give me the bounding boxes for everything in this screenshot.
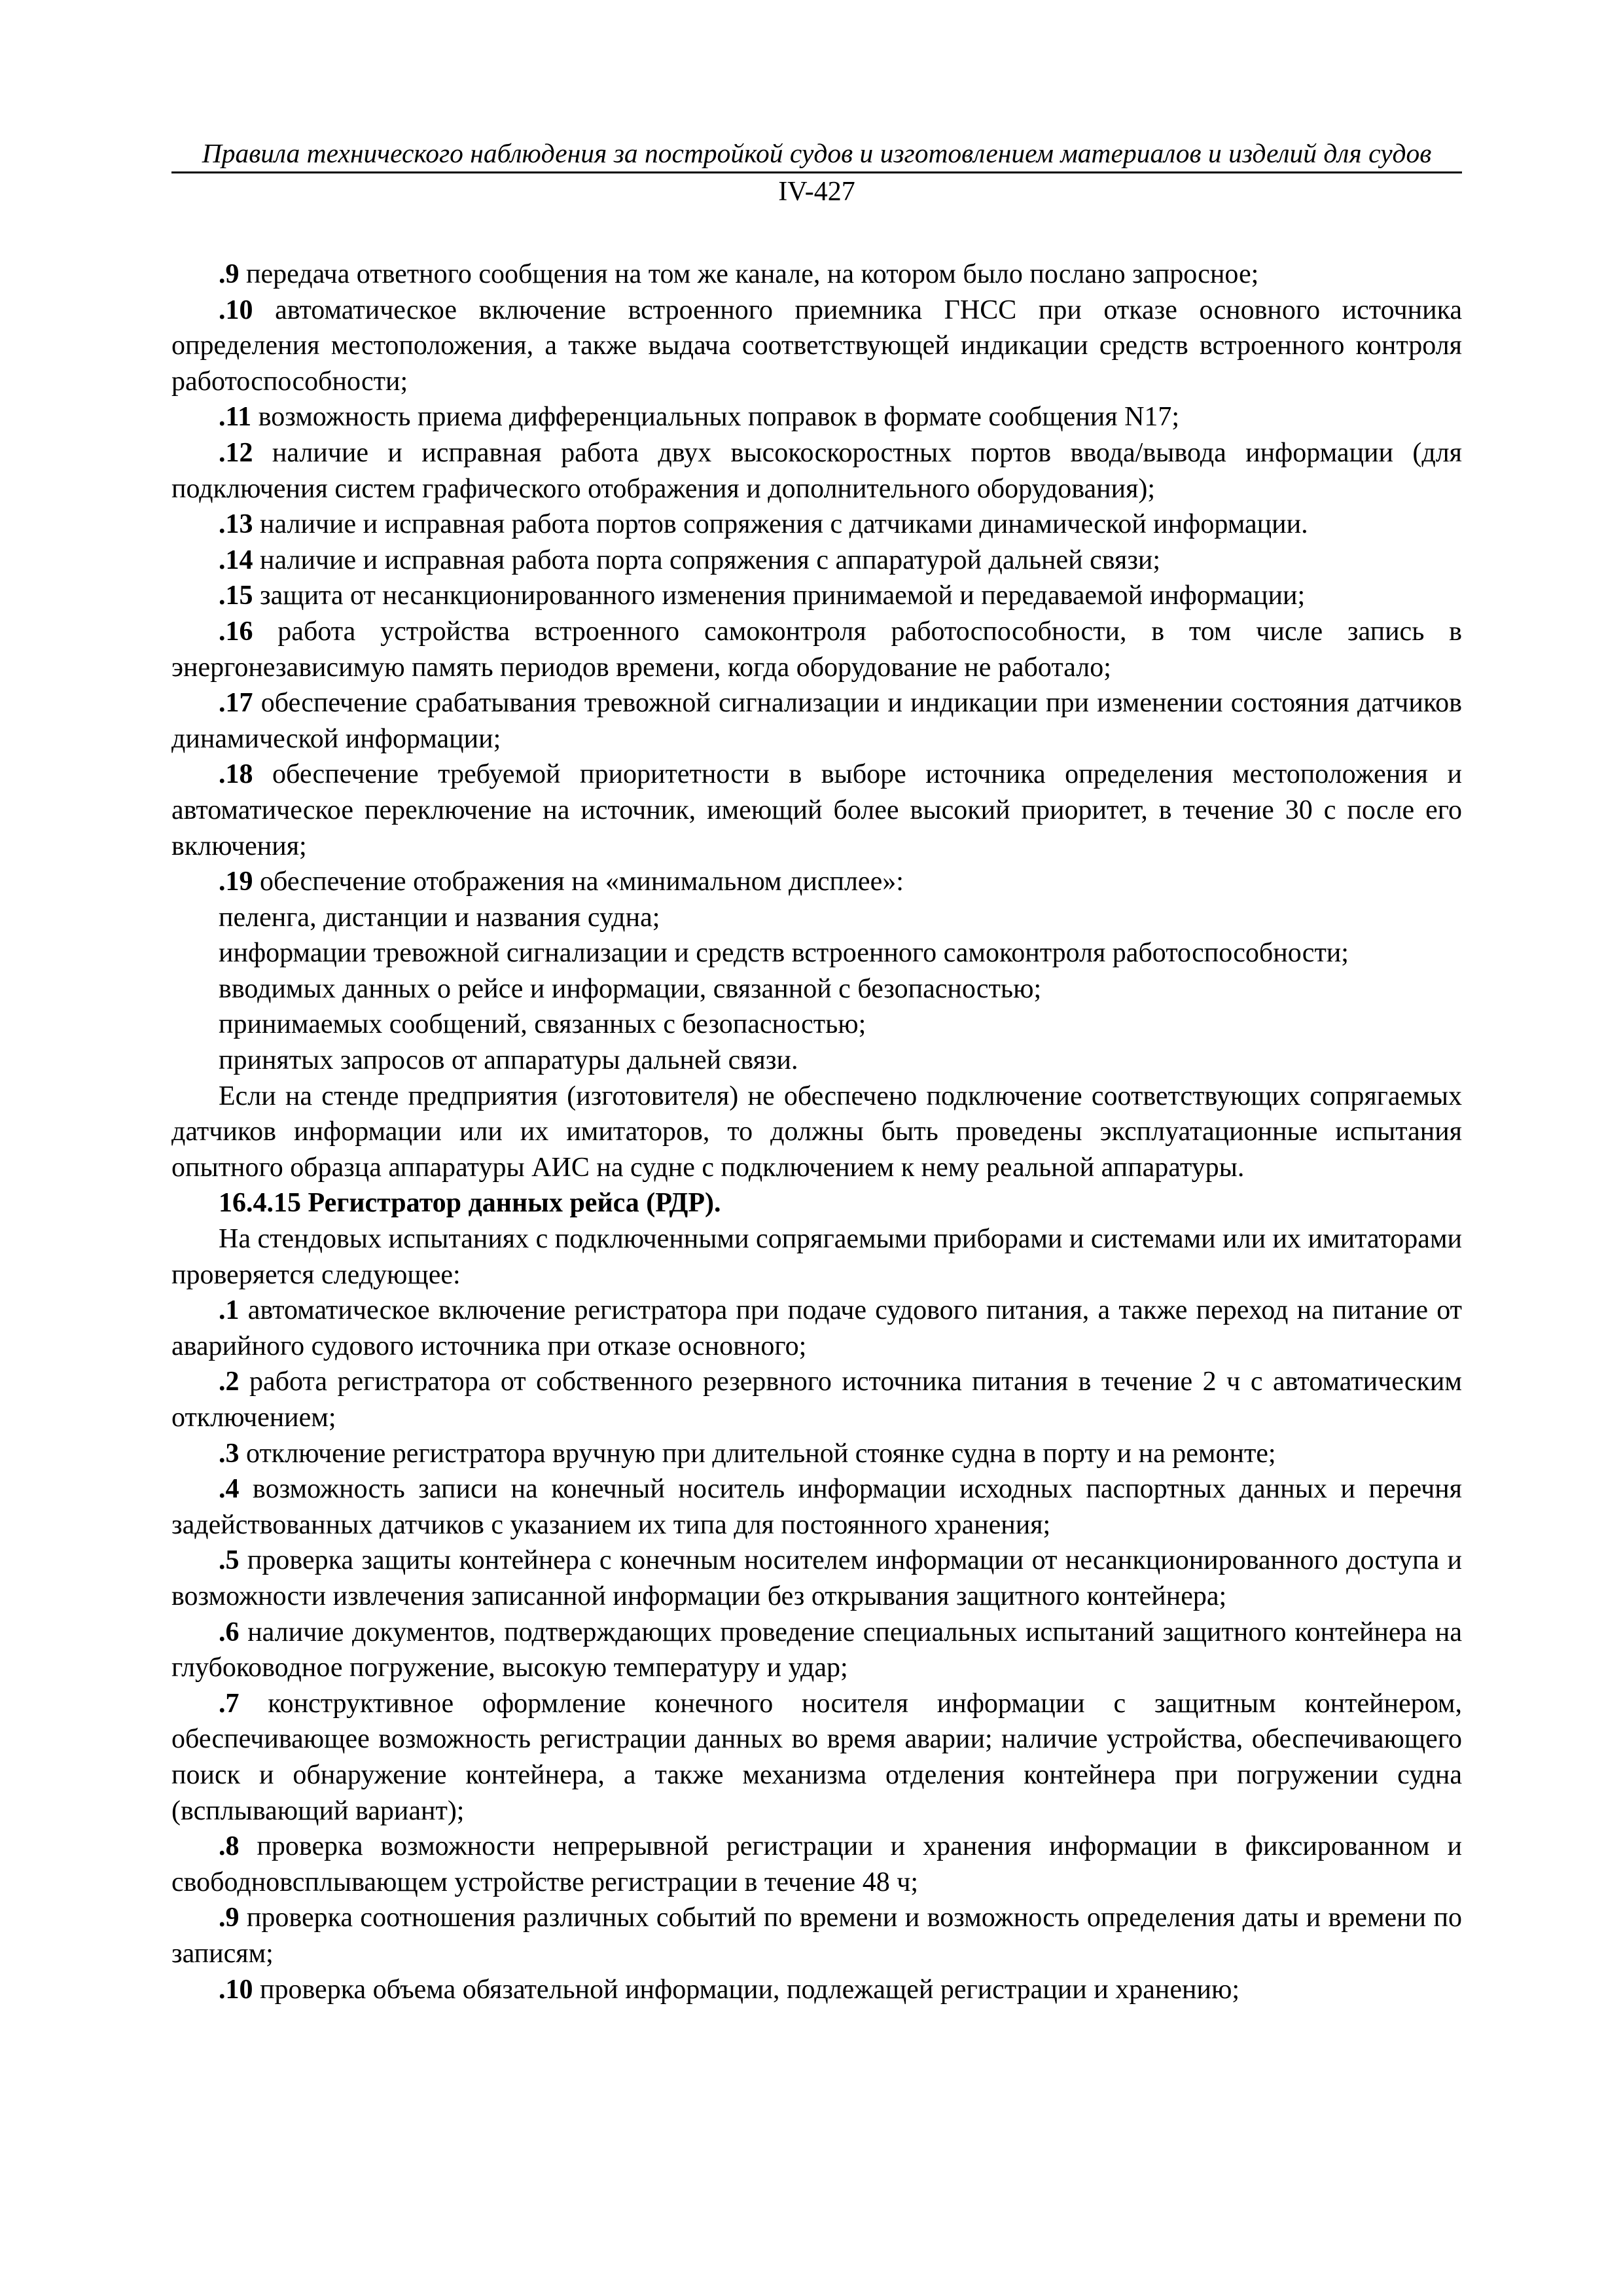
list-item <box>171 1615 1462 1686</box>
minimal-display-list <box>171 900 1462 1079</box>
section-intro: На стендовых испытаниях с подключенными сопрягаемыми приборами и системами или их имитаторами проверяется следующее: <box>171 1224 1462 1290</box>
item-text: наличие и исправная работа порта сопряжения с аппаратурой дальней связи; <box>253 545 1161 575</box>
item-text: проверка возможности непрерывной регистрации и хранения информации в фиксированном и свободновсплывающем устройстве регистрации в течение 48 ч; <box>171 1831 1462 1897</box>
section-heading: 16.4.15 Регистратор данных рейса (РДР). <box>219 1188 721 1219</box>
item-text: возможность записи на конечный носитель информации исходных паспортных данных и перечня задействованных датчиков с указанием их типа для постоянного хранения; <box>171 1474 1462 1540</box>
item-number: .19 <box>219 867 253 897</box>
item-number: .12 <box>219 437 253 468</box>
item-text: защита от несанкционированного изменения принимаемой и передаваемой информации; <box>253 581 1306 611</box>
item-number: .8 <box>219 1831 240 1862</box>
item-number: .10 <box>219 295 253 325</box>
header-divider <box>171 171 1462 173</box>
closing-paragraph: Если на стенде предприятия (изготовителя) не обеспечено подключение соответствующих сопрягаемых датчиков информации или их имитаторов, то должны быть проведены эксплуатационные испытания опытного образца аппаратуры АИС на судне с подключением к нему реальной аппаратуры. <box>171 1081 1462 1183</box>
item-text: проверка объема обязательной информации, подлежащей регистрации и хранению; <box>253 1974 1240 2005</box>
item-number: .14 <box>219 545 253 575</box>
item-text: наличие и исправная работа двух высокоскоростных портов ввода/вывода информации (для подключения систем графического отображения и дополнительного оборудования); <box>171 437 1462 504</box>
item-number: .9 <box>219 1903 240 1933</box>
item-text: работа регистратора от собственного резервного источника питания в течение 2 ч с автоматическим отключением; <box>171 1367 1462 1433</box>
item-number: .13 <box>219 509 253 540</box>
list-item <box>171 1972 1462 2008</box>
list-item <box>171 293 1462 400</box>
list-item <box>171 435 1462 507</box>
list-item <box>171 614 1462 685</box>
item-text: наличие документов, подтверждающих проведение специальных испытаний защитного контейнера на глубоководное погружение, высокую температуру и удар; <box>171 1617 1462 1683</box>
item-text: наличие и исправная работа портов сопряжения с датчиками динамической информации. <box>253 509 1308 540</box>
item-number: .9 <box>219 259 240 289</box>
item-text: передача ответного сообщения на том же канале, на котором было послано запросное; <box>239 259 1259 289</box>
page-number: IV-427 <box>778 177 855 207</box>
list-item <box>171 507 1462 543</box>
item-text: автоматическое включение встроенного приемника ГНСС при отказе основного источника определения местоположения, а также выдача соответствующей индикации средств встроенного контроля работоспособности; <box>171 295 1462 397</box>
ais-requirements-list <box>171 257 1462 900</box>
item-text: автоматическое включение регистратора при подаче судового питания, а также переход на питание от аварийного судового источника при отказе основного; <box>171 1295 1462 1361</box>
document-title: Правила технического наблюдения за постройкой судов и изготовлением материалов и изделий для судов <box>202 138 1432 168</box>
list-item <box>171 543 1462 579</box>
item-number: .3 <box>219 1438 240 1469</box>
item-text: обеспечение срабатывания тревожной сигнализации и индикации при изменении состояния датчиков динамической информации; <box>171 688 1462 754</box>
item-text: работа устройства встроенного самоконтроля работоспособности, в том числе запись в энергонезависимую память периодов времени, когда оборудование не работало; <box>171 616 1462 683</box>
item-number: .5 <box>219 1545 240 1576</box>
list-item <box>171 257 1462 293</box>
item-number: .7 <box>219 1688 240 1719</box>
list-item <box>171 1900 1462 1971</box>
item-number: .11 <box>219 402 252 433</box>
item-text: конструктивное оформление конечного носителя информации с защитным контейнером, обеспечивающее возможность регистрации данных во время аварии; наличие устройства, обеспечивающего поиск и обнаружение контейнера, а также механизма отделения контейнера при погружении судна (всплывающий вариант); <box>171 1688 1462 1826</box>
item-text: отключение регистратора вручную при длительной стоянке судна в порту и на ремонте; <box>239 1438 1276 1469</box>
vdr-requirements-list <box>171 1293 1462 2007</box>
document-body <box>171 257 1462 2007</box>
item-number: .1 <box>219 1295 240 1326</box>
item-number: .16 <box>219 616 253 647</box>
item-text: возможность приема дифференциальных поправок в формате сообщения N17; <box>251 402 1180 433</box>
display-list-item: информации тревожной сигнализации и средств встроенного самоконтроля работоспособности; <box>219 938 1349 969</box>
item-number: .4 <box>219 1474 240 1505</box>
display-list-item: принятых запросов от аппаратуры дальней связи. <box>219 1045 798 1076</box>
item-text: проверка защиты контейнера с конечным носителем информации от несанкционированного доступа и возможности извлечения записанной информации без открывания защитного контейнера; <box>171 1545 1462 1611</box>
list-item <box>171 578 1462 614</box>
item-text: обеспечение отображения на «минимальном дисплее»: <box>253 867 904 897</box>
page-header <box>171 136 1462 209</box>
list-item <box>171 1543 1462 1614</box>
item-number: .18 <box>219 759 253 790</box>
list-item <box>171 757 1462 864</box>
list-item <box>171 399 1462 435</box>
list-item <box>171 1829 1462 1900</box>
item-number: .10 <box>219 1974 253 2005</box>
list-item <box>171 1293 1462 1364</box>
list-item <box>171 1471 1462 1543</box>
display-list-item: принимаемых сообщений, связанных с безопасностью; <box>219 1009 866 1040</box>
display-list-item: вводимых данных о рейсе и информации, связанной с безопасностью; <box>219 973 1042 1004</box>
item-number: .2 <box>219 1367 240 1397</box>
item-text: проверка соотношения различных событий по времени и возможность определения даты и времени по записям; <box>171 1903 1462 1969</box>
list-item <box>171 1364 1462 1435</box>
list-item <box>171 1686 1462 1829</box>
item-number: .15 <box>219 581 253 611</box>
item-text: обеспечение требуемой приоритетности в выборе источника определения местоположения и автоматическое переключение на источник, имеющий более высокий приоритет, в течение 30 с после его включения; <box>171 759 1462 861</box>
display-list-item: пеленга, дистанции и названия судна; <box>219 902 660 933</box>
list-item <box>171 685 1462 757</box>
item-number: .6 <box>219 1617 240 1647</box>
item-number: .17 <box>219 688 253 719</box>
list-item <box>171 864 1462 900</box>
list-item <box>171 1436 1462 1472</box>
